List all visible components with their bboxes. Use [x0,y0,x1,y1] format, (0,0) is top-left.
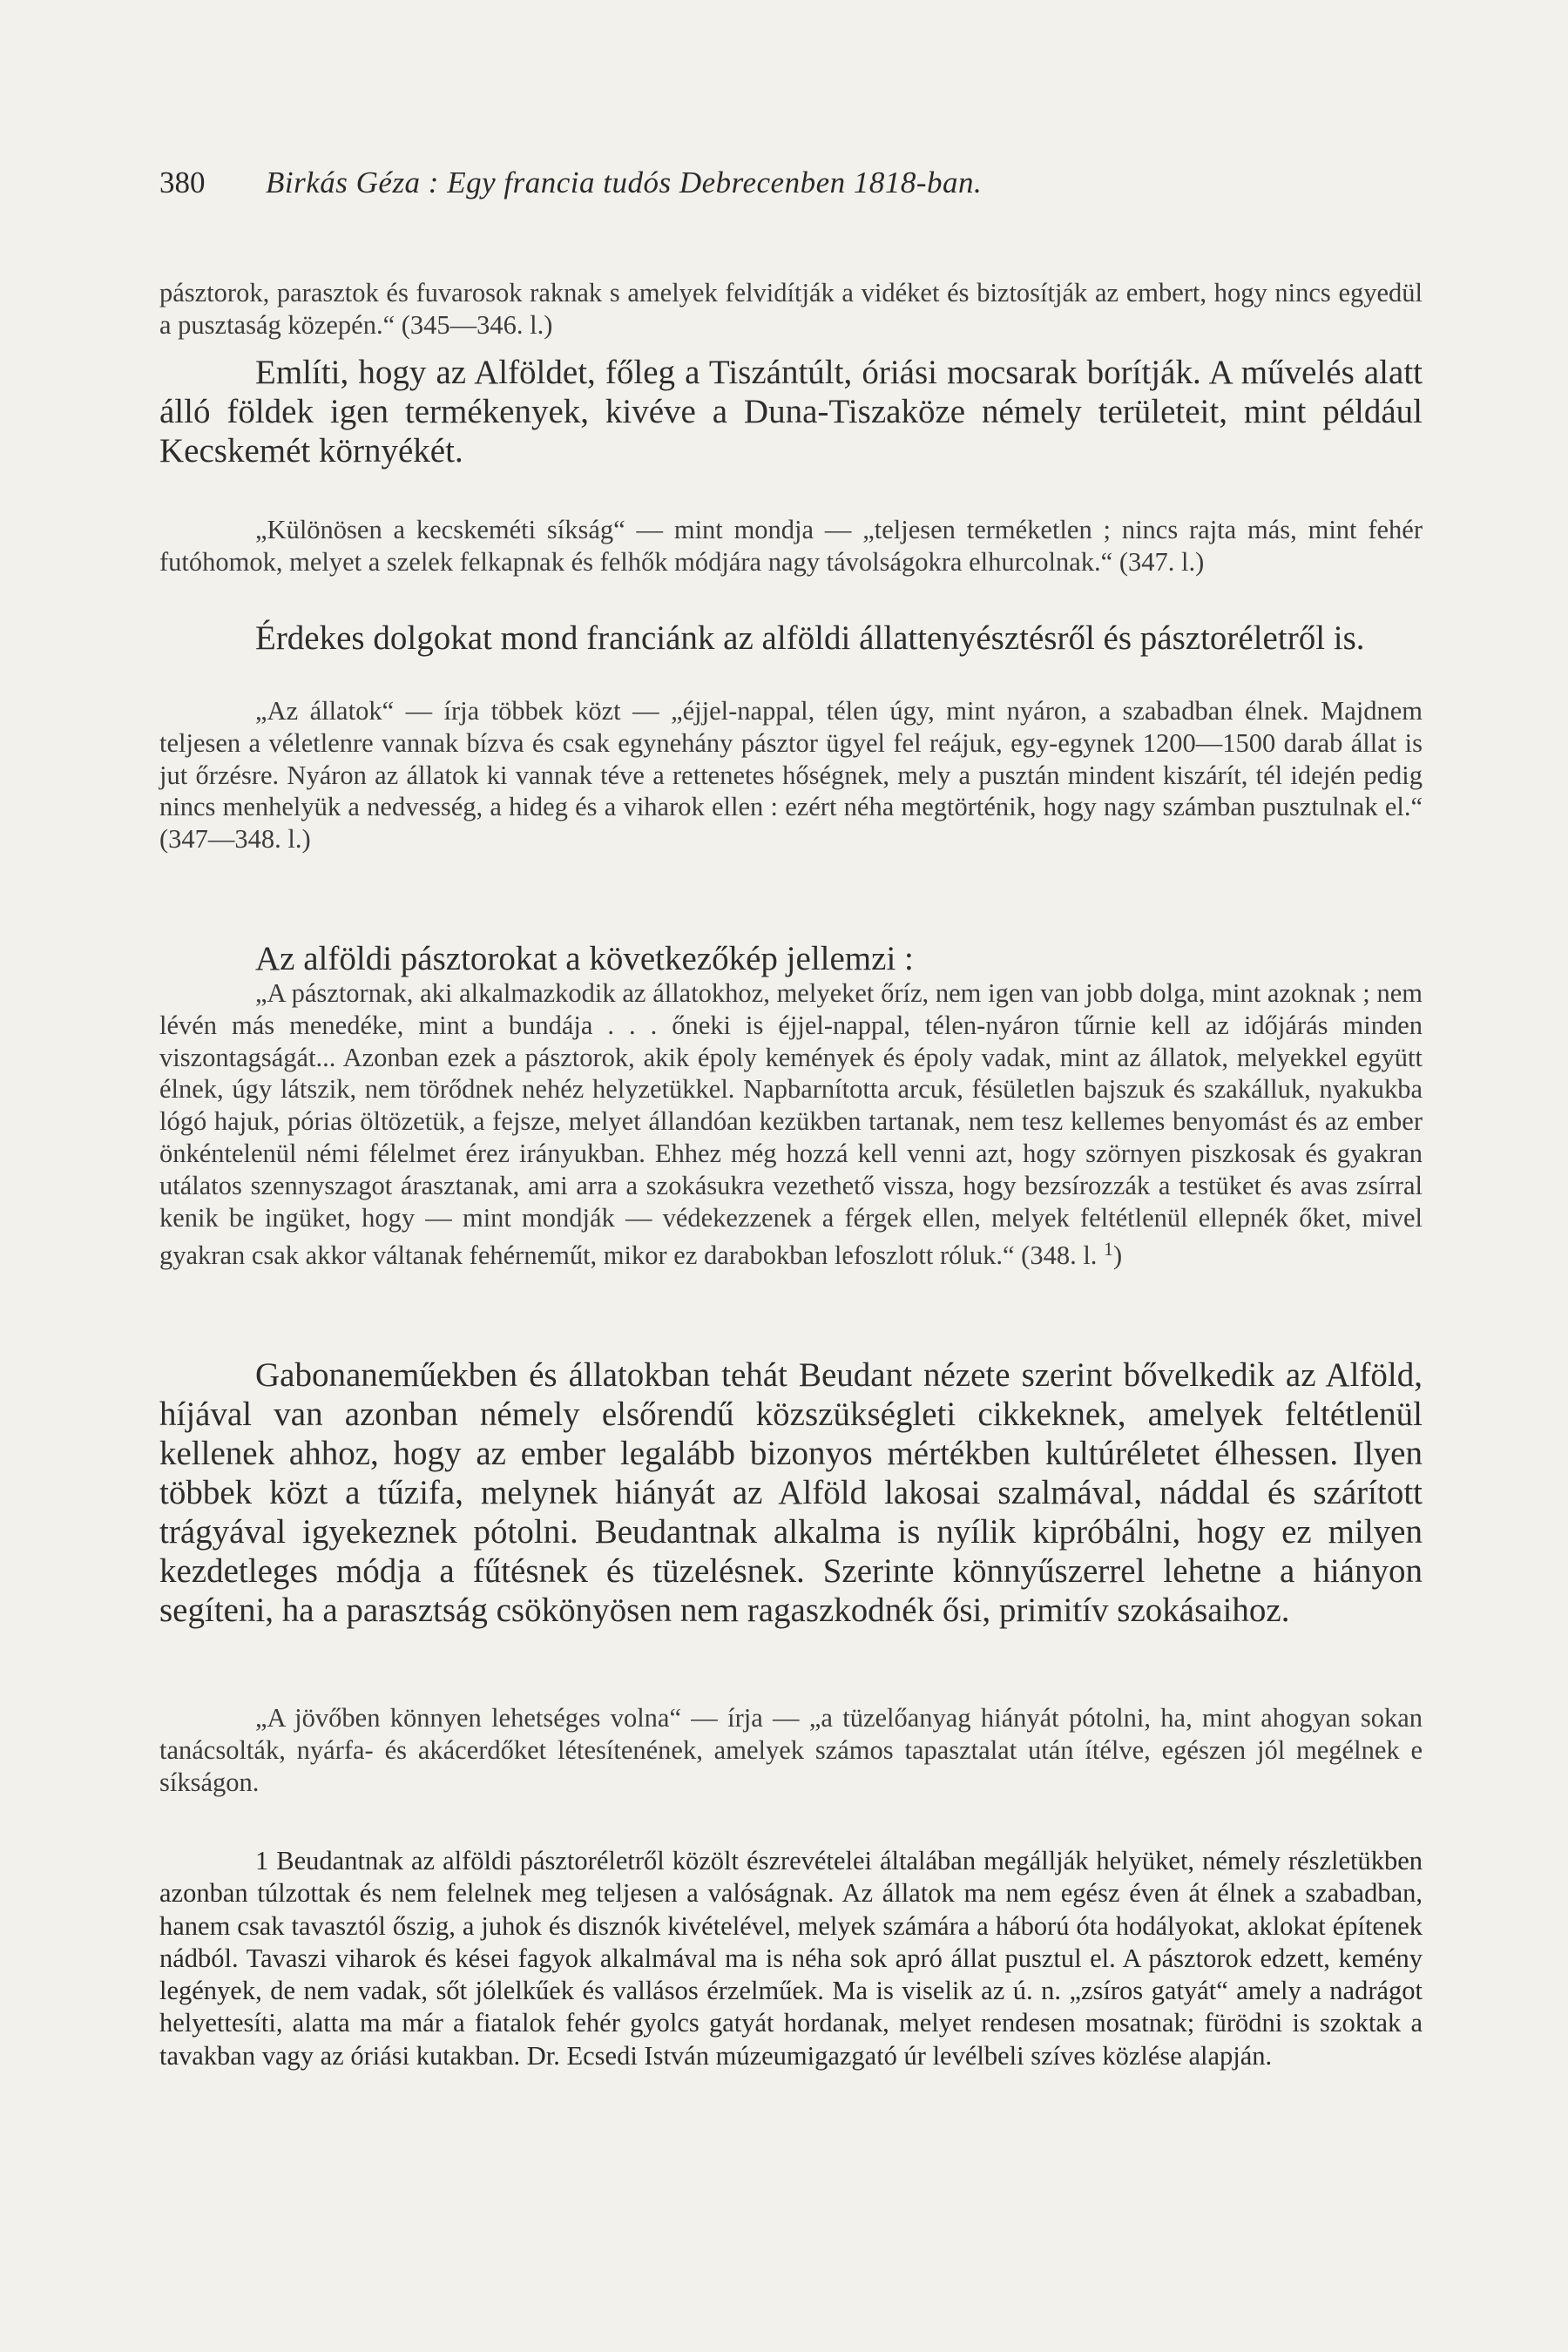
paragraph-quote-2: „Különösen a kecskeméti síkság“ — mint mondja — „teljesen terméketlen ; nincs rajta más, mint fehér futóhomok, melyet a szelek felkapnak és felhők módjára nagy távolságokra elhurcolnak.“ (347. l.) [159,515,1423,577]
paragraph-quote-1: pásztorok, parasztok és fuvarosok raknak s amelyek felvidítják a vidéket és biztosítják az embert, hogy nincs egyedül a pusztaság közepén.“ (345—346. l.) [159,278,1423,340]
paragraph-quote-3: „Az állatok“ — írja többek közt — „éjjel-nappal, télen úgy, mint nyáron, a szabadban élnek. Majdnem teljesen a véletlenre vannak bízva és csak egynehány pásztor ügyel fel reájuk, egy-egynek 1200—1500 darab állat is jut őrzésre. Nyáron az állatok ki vannak téve a rettenetes hőségnek, mely a pusztán mindent kiszárít, tél idején pedig nincs menhelyük a nedvesség, a hideg és a viharok ellen : ezért néha megtörténik, hogy nagy számban pusztulnak el.“ (347—348. l.) [159,696,1423,855]
paragraph-body-3: Az alföldi pásztorokat a következőkép jellemzi : [255,940,914,977]
footnote-marker: 1 [255,1846,269,1876]
footnote-reference: 1 [1104,1238,1114,1260]
paragraph-body-4: Gabonaneműekben és állatokban tehát Beudant nézete szerint bővelkedik az Alföld, híjával van azonban némely elsőrendű közszükségleti cikkeknek, amelyek feltétlenül kellenek ahhoz, hogy az ember legalább bizonyos mértékben kultúréletet élhessen. Ilyen többek közt a tűzifa, melynek hiányát az Alföld lakosai szalmával, náddal és szárított trágyával igyekeznek pótolni. Beudantnak alkalma is nyílik kipróbálni, hogy ez milyen kezdetleges módja a fűtésnek és tüzelésnek. Szerinte könnyűszerrel lehetne a hiányon segíteni, ha a parasztság csökönyösen nem ragaszkodnék ősi, primitív szokásaihoz. [159,1356,1423,1629]
footnote-text: Beudantnak az alföldi pásztoréletről közölt észrevételei általában megállják helyüket, némely részletükben azonban túlzottak és nem felelnek meg teljesen a valóságnak. Az állatok ma nem egész éven át élnek a szabadban, hanem csak tavasztól őszig, a juhok és disznók kivételével, melyek számára a háború óta hodályokat, aklokat építenek nádból. Tavaszi viharok és kései fagyok alkalmával ma is néha sok apró állat pusztul el. A pásztorok edzett, kemény legények, de nem vadak, sőt jólelkűek és vallásos érzelműek. Ma is viselik az ú. n. „zsíros gatyát“ amely a nadrágot helyettesíti, alatta ma már a fiatalok fehér gyolcs gatyát hordanak, melyet rendesen mosatnak; fürödni is szoktak a tavakban vagy az óriási kutakban. Dr. Ecsedi István múzeumigazgató úr levélbeli szíves közlése alapján. [159,1846,1423,2071]
paragraph-quote-5: „A jövőben könnyen lehetséges volna“ — írja — „a tüzelőanyag hiányát pótolni, ha, mint ahogyan sokan tanácsolták, nyárfa- és akácerdőket létesítenének, amelyek számos tapasztalat után ítélve, egészen jól megélnek e síkságon. [159,1703,1423,1797]
paragraph-body-2: Érdekes dolgokat mond franciánk az alföldi állattenyésztésről és pásztoréletről is. [255,619,1365,657]
paragraph-quote-4-text: „A pásztornak, aki alkalmazkodik az állatokhoz, melyeket őríz, nem igen van jobb dolga, mint azoknak ; nem lévén más menedéke, mint a bundája . . . őneki is éjjel-nappal, télen-nyáron tűrnie kell az időjárás minden viszontagságát... Azonban ezek a pásztorok, akik époly kemények és époly vadak, mint az állatok, melyekkel együtt élnek, úgy látszik, nem törődnek nehéz helyzetükkel. Napbarnította arcuk, fésületlen bajszuk és szakálluk, nyakukba lógó hajuk, pórias öltözetük, a fejsze, melyet állandóan kezükben tartanak, nem tesz kellemes benyomást és az ember önkéntelenül némi félelmet érez irányukban. Ehhez még hozzá kell venni azt, hogy szörnyen piszkosak és gyakran utálatos szennyszagot árasztanak, ami arra a szokásukra vezethető vissza, hogy bezsírozzák a testüket és avas zsírral kenik be ingüket, hogy — mint mondják — védekezzenek a férgek ellen, melyek feltétlenül ellepnék őket, mivel gyakran csak akkor váltanak fehérneműt, mikor ez darabokban lefoszlott róluk.“ (348. l. [159,978,1423,1271]
footnote [159,1845,1423,2072]
paragraph-quote-4 [159,977,1423,1272]
paragraph-body-1: Említi, hogy az Alföldet, főleg a Tiszántúlt, óriási mocsarak borítják. A művelés alatt álló földek igen termékenyek, kivéve a Duna-Tiszaköze némely területeit, mint például Kecskemét környékét. [159,354,1423,470]
running-title: Birkás Géza : Egy francia tudós Debrecenben 1818-ban. [266,166,983,199]
paragraph-quote-4-close: ) [1113,1240,1123,1271]
page-number: 380 [159,166,206,199]
page-header [159,166,1423,209]
